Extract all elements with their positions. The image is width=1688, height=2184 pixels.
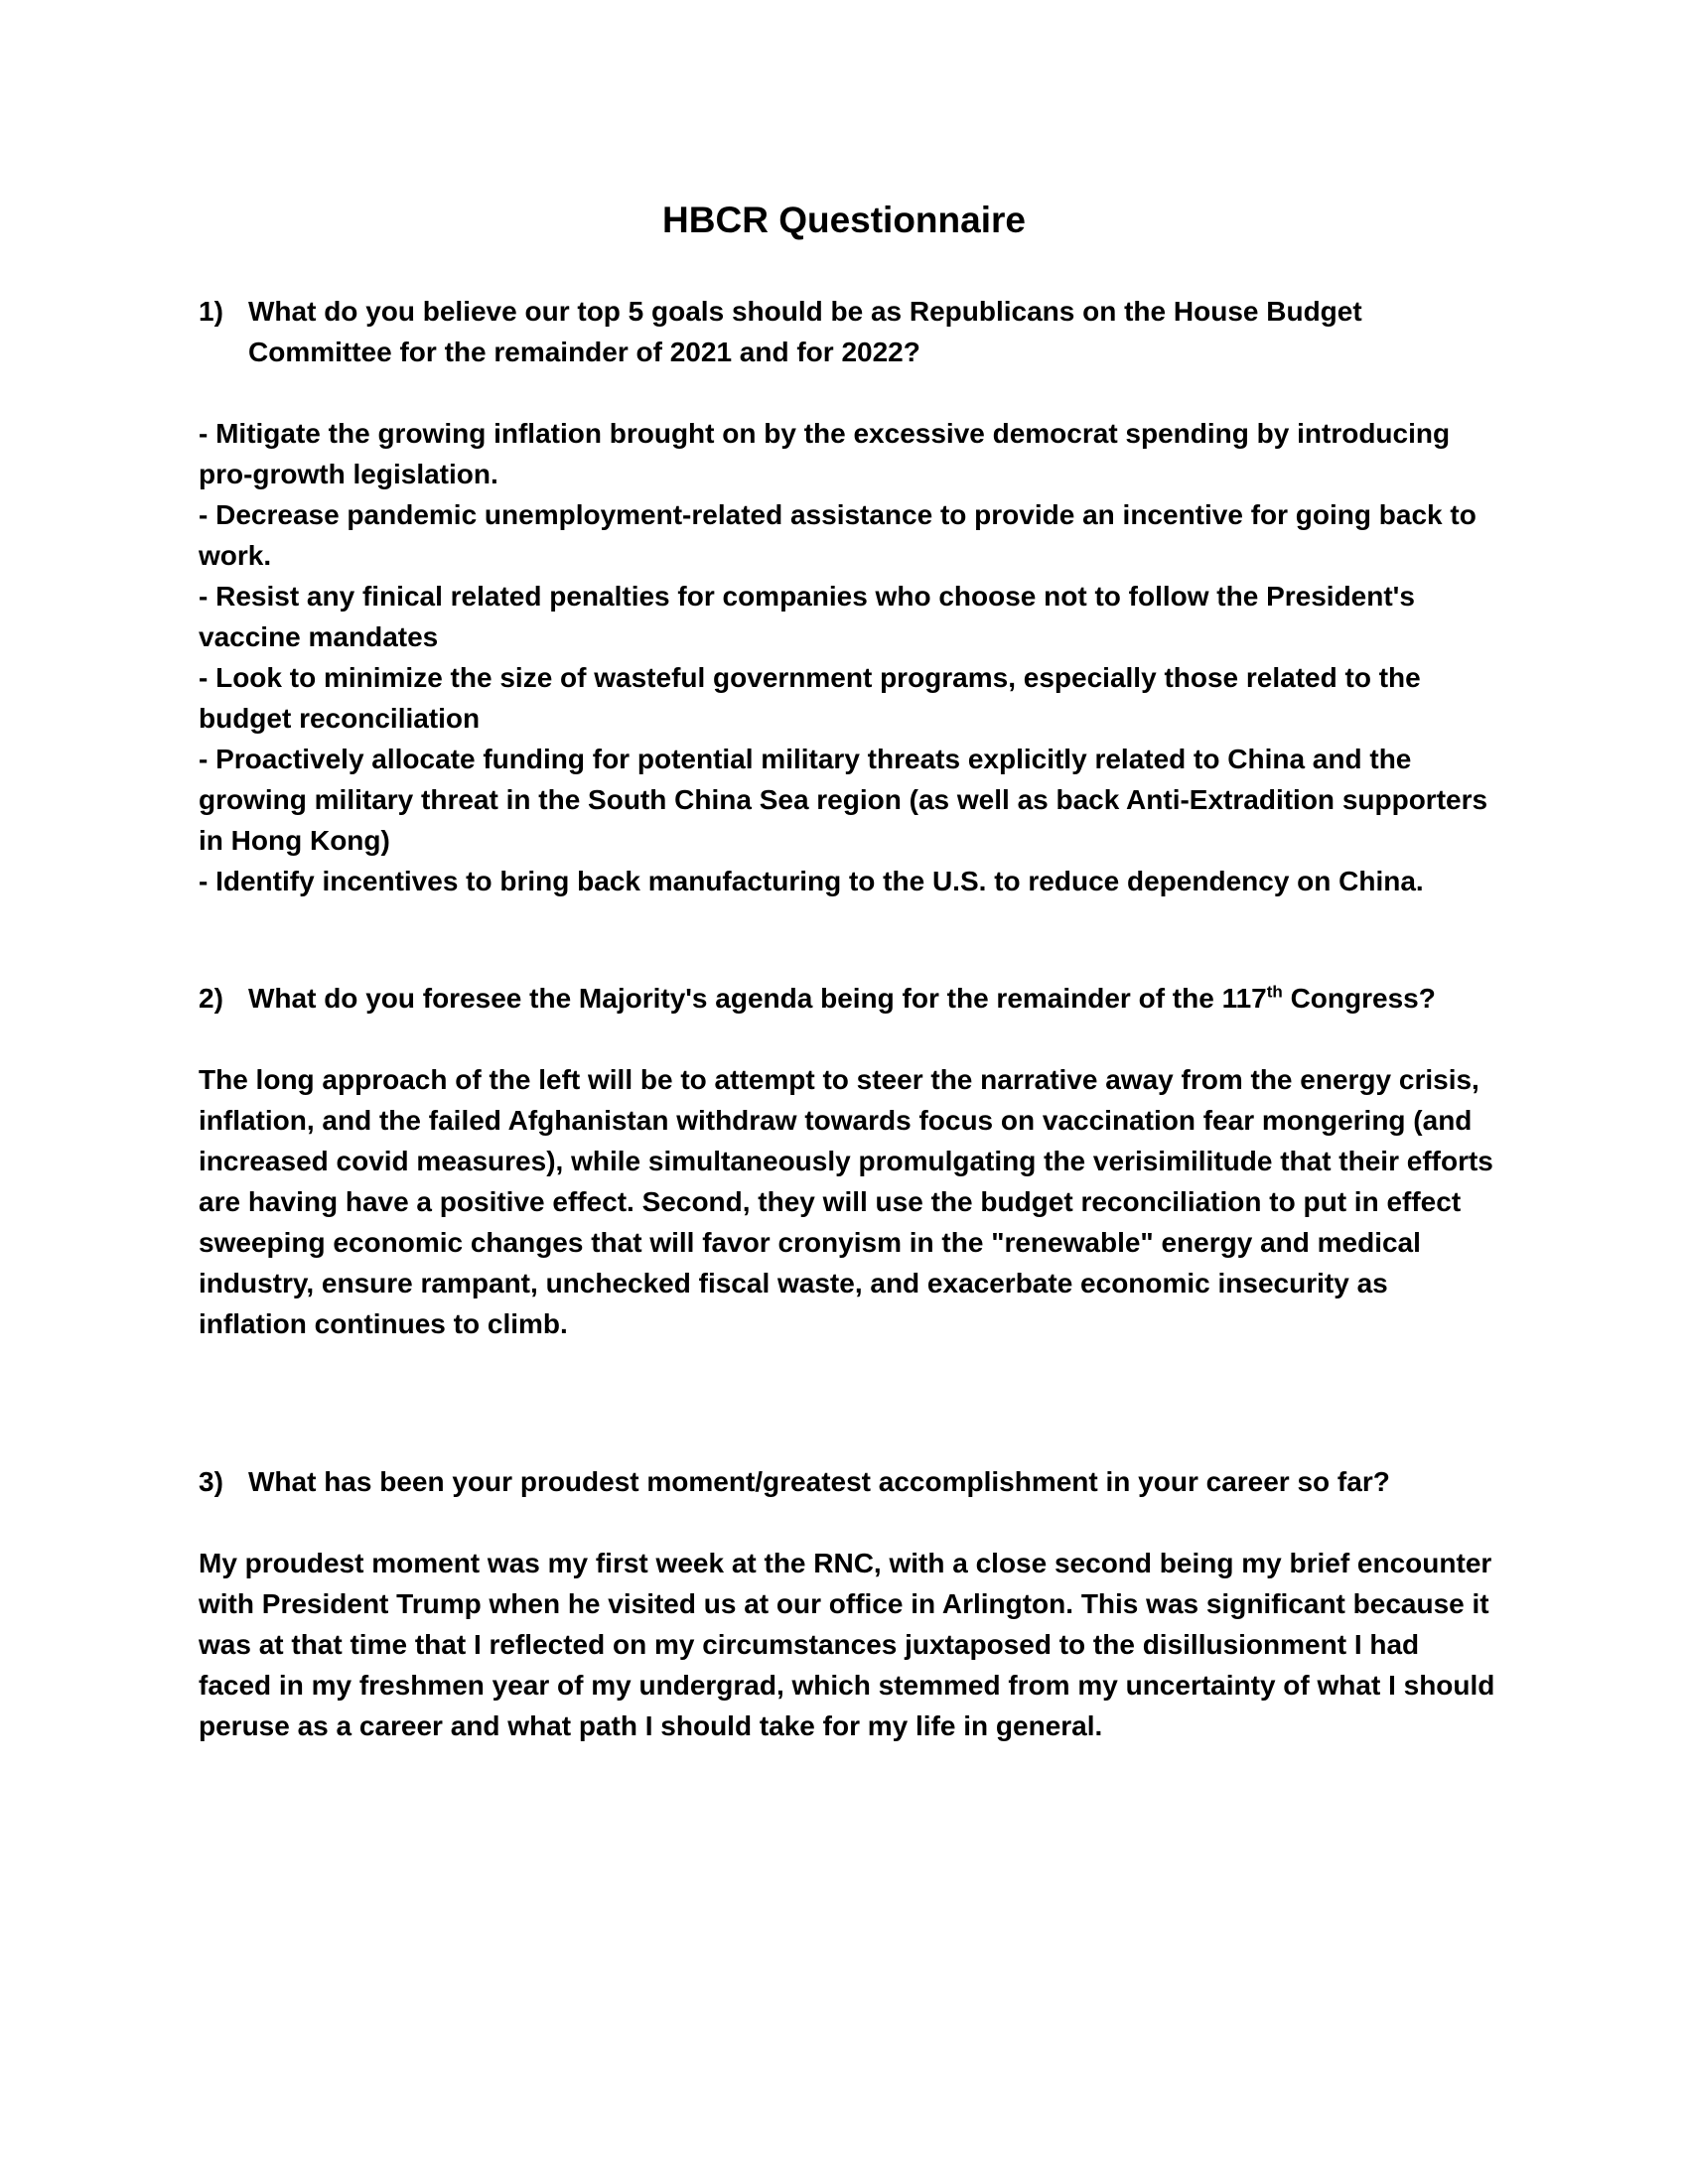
- question-2-section: [199, 978, 1499, 1344]
- question-text-end: Congress?: [1282, 983, 1436, 1014]
- list-item: - Resist any finical related penalties for companies who choose not to follow the President's vaccine mandates: [199, 581, 1415, 652]
- question-3: [199, 1461, 1499, 1502]
- question-text: What do you foresee the Majority's agenda being for the remainder of the 117: [248, 983, 1267, 1014]
- page-title: HBCR Questionnaire: [662, 200, 1026, 240]
- list-item: - Decrease pandemic unemployment-related assistance to provide an incentive for going back to work.: [199, 499, 1477, 571]
- answer-2: The long approach of the left will be to attempt to steer the narrative away from the energy crisis, inflation, and the failed Afghanistan withdraw towards focus on vaccination fear mongering (and increased covid measures), while simultaneously promulgating the verisimilitude that their efforts are having have a positive effect. Second, they will use the budget reconciliation to put in effect sweeping economic changes that will favor cronyism in the "renewable" energy and medical industry, ensure rampant, unchecked fiscal waste, and exacerbate economic insecurity as inflation continues to climb.: [199, 1064, 1493, 1339]
- list-item: - Look to minimize the size of wasteful government programs, especially those related to the budget reconciliation: [199, 662, 1421, 734]
- list-item: - Identify incentives to bring back manufacturing to the U.S. to reduce dependency on China.: [199, 866, 1424, 896]
- list-item: - Mitigate the growing inflation brought on by the excessive democrat spending by introducing pro-growth legislation.: [199, 418, 1451, 489]
- list-item: - Proactively allocate funding for potential military threats explicitly related to China and the growing military threat in the South China Sea region (as well as back Anti-Extradition supporters in Hong Kong): [199, 744, 1488, 856]
- question-1-section: [199, 291, 1499, 901]
- question-text: What has been your proudest moment/greatest accomplishment in your career so far?: [248, 1466, 1390, 1497]
- answer-3: My proudest moment was my first week at the RNC, with a close second being my brief encounter with President Trump when he visited us at our office in Arlington. This was significant because it was at that time that I reflected on my circumstances juxtaposed to the disillusionment I had faced in my freshmen year of my undergrad, which stemmed from my uncertainty of what I should peruse as a career and what path I should take for my life in general.: [199, 1548, 1495, 1741]
- question-number: 2): [199, 983, 223, 1014]
- question-1: [199, 291, 1499, 372]
- question-2: [199, 978, 1499, 1019]
- question-number: 1): [199, 296, 223, 327]
- question-3-section: [199, 1461, 1499, 1746]
- question-number: 3): [199, 1466, 223, 1497]
- ordinal-superscript: th: [1266, 982, 1283, 1002]
- question-text: What do you believe our top 5 goals should be as Republicans on the House Budget Committee for the remainder of 2021 and for 2022?: [248, 296, 1362, 367]
- answer-1-list: [199, 413, 1499, 901]
